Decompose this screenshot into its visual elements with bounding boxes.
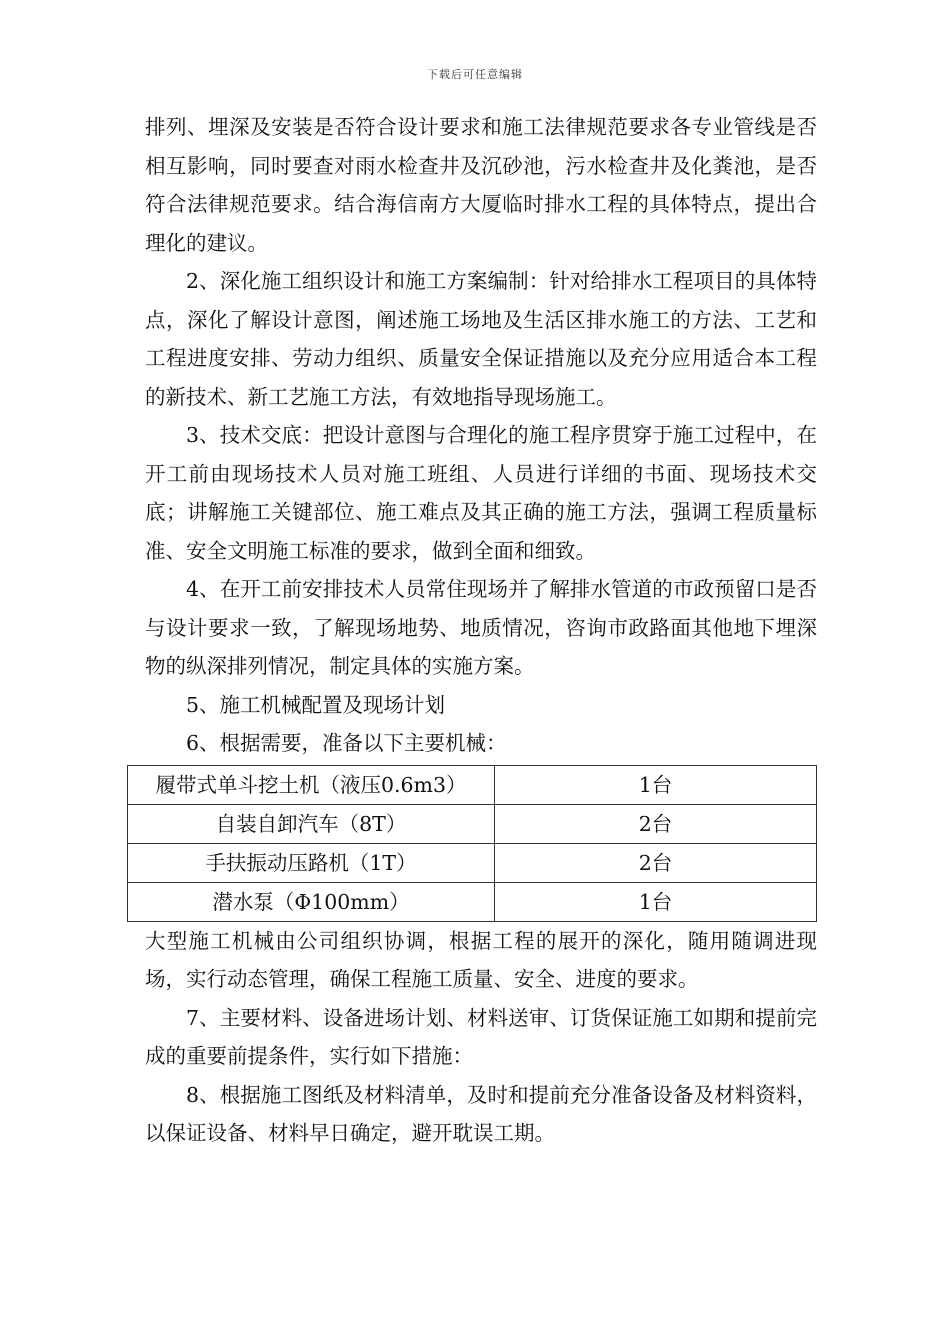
machine-qty-cell: 1台 — [495, 882, 817, 921]
document-body — [145, 108, 817, 1153]
paragraph: 2、深化施工组织设计和施工方案编制：针对给排水工程项目的具体特点，深化了解设计意图，阐述施工场地及生活区排水施工的方法、工艺和工程进度安排、劳动力组织、质量安全保证措施以及充分应用适合本工程的新技术、新工艺施工方法，有效地指导现场施工。 — [145, 269, 817, 409]
machine-name-cell: 自装自卸汽车（8T） — [128, 804, 495, 843]
machine-qty-cell: 2台 — [495, 843, 817, 882]
machine-name-cell: 手扶振动压路机（1T） — [128, 843, 495, 882]
paragraph: 大型施工机械由公司组织协调，根据工程的展开的深化，随用随调进现场，实行动态管理，确保工程施工质量、安全、进度的要求。 — [145, 928, 817, 991]
paragraph: 4、在开工前安排技术人员常住现场并了解排水管道的市政预留口是否与设计要求一致，了解现场地势、地质情况，咨询市政路面其他地下埋深物的纵深排列情况，制定具体的实施方案。 — [145, 577, 817, 678]
paragraph: 5、施工机械配置及现场计划 — [186, 692, 446, 717]
paragraph: 7、主要材料、设备进场计划、材料送审、订货保证施工如期和提前完成的重要前提条件，实行如下措施： — [145, 1005, 817, 1068]
table-row — [128, 804, 817, 843]
machine-name-cell: 潜水泵（Φ100mm） — [128, 882, 495, 921]
machine-qty-cell: 2台 — [495, 804, 817, 843]
paragraph: 排列、埋深及安装是否符合设计要求和施工法律规范要求各专业管线是否相互影响，同时要查对雨水检查井及沉砂池，污水检查井及化粪池，是否符合法律规范要求。结合海信南方大厦临时排水工程的具体特点，提出合理化的建议。 — [145, 115, 817, 255]
table-row — [128, 765, 817, 804]
machine-qty-cell: 1台 — [495, 765, 817, 804]
table-row — [128, 882, 817, 921]
paragraph: 6、根据需要，准备以下主要机械： — [186, 731, 507, 755]
paragraph: 3、技术交底：把设计意图与合理化的施工程序贯穿于施工过程中，在开工前由现场技术人员对施工班组、人员进行详细的书面、现场技术交底；讲解施工关键部位、施工难点及其正确的施工方法，强调工程质量标准、安全文明施工标准的要求，做到全面和细致。 — [145, 423, 817, 563]
machine-name-cell: 履带式单斗挖土机（液压0.6m3） — [128, 765, 495, 804]
table-row — [128, 843, 817, 882]
paragraph: 8、根据施工图纸及材料清单，及时和提前充分准备设备及材料资料，以保证设备、材料早日确定，避开耽误工期。 — [145, 1082, 817, 1145]
page-header: 下载后可任意编辑 — [427, 68, 523, 81]
machines-table — [127, 765, 817, 922]
